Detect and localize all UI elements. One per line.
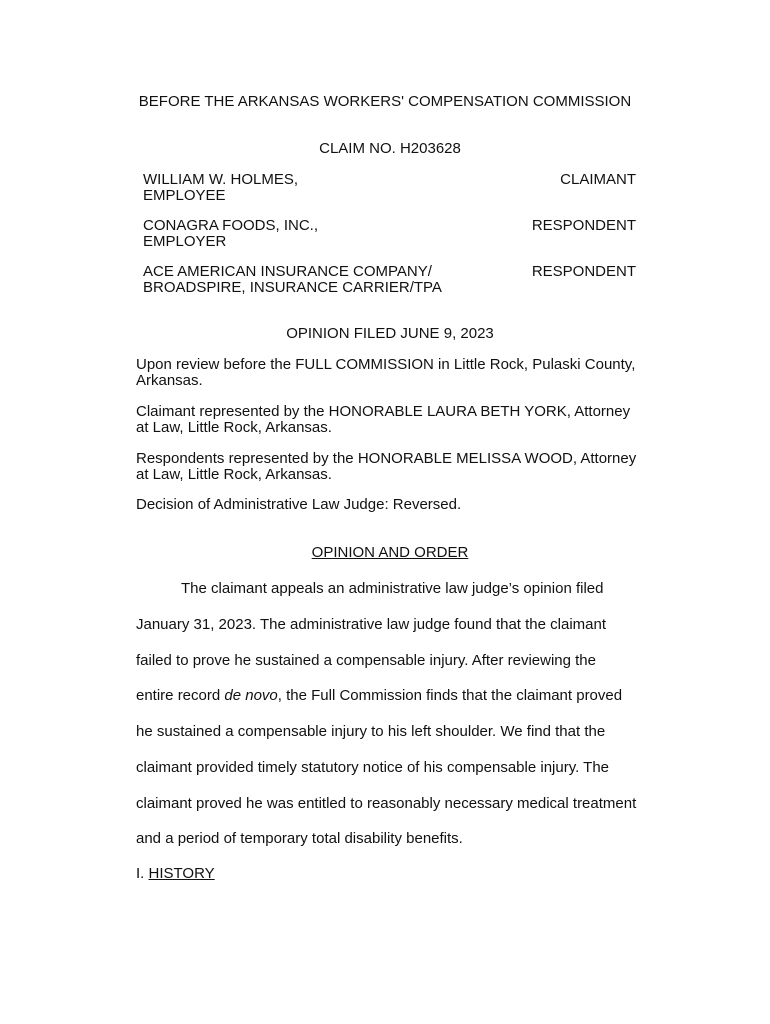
party-designation: BROADSPIRE, INSURANCE CARRIER/TPA (143, 279, 442, 296)
party-designation: EMPLOYER (143, 233, 227, 250)
party-role: RESPONDENT (531, 217, 636, 234)
review-note-cont: Arkansas. (136, 372, 203, 389)
body-line: he sustained a compensable injury to his left shoulder. We find that the (136, 723, 606, 740)
section-number: I. (136, 865, 149, 882)
body-text: , the Full Commission finds that the claimant proved (277, 687, 623, 704)
body-line (136, 687, 622, 705)
filing-date: OPINION FILED JUNE 9, 2023 (286, 325, 494, 342)
body-text: entire record (136, 687, 225, 704)
body-line: failed to prove he sustained a compensable injury. After reviewing the (136, 652, 596, 669)
claimant-counsel-note-cont: at Law, Little Rock, Arkansas. (136, 419, 332, 436)
party-role: RESPONDENT (531, 263, 636, 280)
opinion-heading: OPINION AND ORDER (311, 544, 469, 561)
alj-decision-note: Decision of Administrative Law Judge: Reversed. (136, 496, 462, 513)
party-name: WILLIAM W. HOLMES, (143, 171, 299, 188)
respondent-counsel-note-cont: at Law, Little Rock, Arkansas. (136, 466, 332, 483)
party-name: CONAGRA FOODS, INC., (143, 217, 319, 234)
respondent-counsel-note: Respondents represented by the HONORABLE MELISSA WOOD, Attorney (136, 450, 637, 467)
body-line: claimant proved he was entitled to reasonably necessary medical treatment (136, 795, 637, 812)
tribunal-heading: BEFORE THE ARKANSAS WORKERS' COMPENSATION COMMISSION (138, 93, 632, 110)
claim-number: CLAIM NO. H203628 (319, 140, 461, 157)
body-line: and a period of temporary total disability benefits. (136, 830, 463, 847)
body-line: January 31, 2023. The administrative law judge found that the claimant (136, 616, 607, 633)
body-line: claimant provided timely statutory notice of his compensable injury. The (136, 759, 610, 776)
latin-term: de novo (224, 687, 278, 704)
claimant-counsel-note: Claimant represented by the HONORABLE LAURA BETH YORK, Attorney (136, 403, 631, 420)
body-line: The claimant appeals an administrative law judge’s opinion filed (181, 580, 604, 597)
section-heading (136, 865, 215, 883)
section-title: HISTORY (148, 865, 215, 882)
party-role: CLAIMANT (560, 171, 636, 188)
party-designation: EMPLOYEE (143, 187, 226, 204)
party-name: ACE AMERICAN INSURANCE COMPANY/ (143, 263, 432, 280)
review-note: Upon review before the FULL COMMISSION in Little Rock, Pulaski County, (136, 356, 636, 373)
